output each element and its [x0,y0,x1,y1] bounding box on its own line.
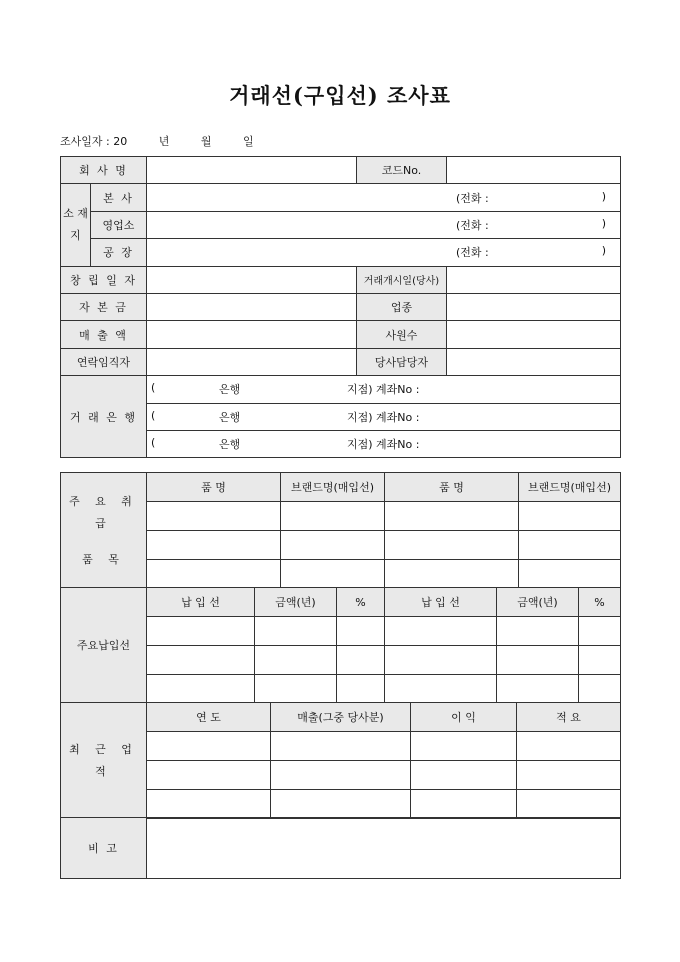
cell[interactable] [147,790,271,819]
cell[interactable] [517,790,621,819]
cell[interactable] [255,646,337,675]
percent-header: % [337,588,385,617]
sales-office-field[interactable]: (전화 : ) [147,211,621,238]
employees-field[interactable] [447,321,621,348]
founded-date-field[interactable] [147,266,357,293]
code-label: 코드No. [357,157,447,184]
cell[interactable] [519,560,621,589]
cell[interactable] [385,531,519,560]
contact-exec-label: 연락임직자 [61,348,147,375]
amount-header: 금액(년) [497,588,579,617]
bank-row[interactable]: ( 은행 지점) 계좌No : [147,430,621,457]
cell[interactable] [147,732,271,761]
suppliers-table [60,587,621,704]
sales-office-label: 영업소 [91,211,147,238]
cell[interactable] [255,617,337,646]
cell[interactable] [337,646,385,675]
head-office-label: 본 사 [91,184,147,211]
industry-label: 업종 [357,293,447,320]
performance-table [60,702,621,819]
cell[interactable] [281,502,385,531]
trade-start-label: 거래개시일(당사) [357,266,447,293]
products-label: 주 요 취 급 품 목 [61,473,147,589]
factory-label: 공 장 [91,239,147,266]
remarks-label: 비 고 [61,818,147,879]
note-header: 적 요 [517,703,621,732]
survey-date-month: 월 [200,135,212,148]
industry-field[interactable] [447,293,621,320]
bank-label: 거 래 은 행 [61,376,147,458]
cell[interactable] [519,531,621,560]
cell[interactable] [411,732,517,761]
cell[interactable] [147,502,281,531]
cell[interactable] [385,675,497,704]
factory-field[interactable]: (전화 : ) [147,239,621,266]
survey-date-label: 조사일자 : 20 [60,135,128,148]
cell[interactable] [385,646,497,675]
year-header: 연 도 [147,703,271,732]
page-title: 거래선(구입선) 조사표 [229,83,451,108]
cell[interactable] [147,675,255,704]
cell[interactable] [271,761,411,790]
cell[interactable] [337,617,385,646]
supplier-header: 납 입 선 [147,588,255,617]
cell[interactable] [385,617,497,646]
revenue-label: 매 출 액 [61,321,147,348]
code-field[interactable] [447,157,621,184]
trade-start-field[interactable] [447,266,621,293]
bank-row[interactable]: ( 은행 지점) 계좌No : [147,376,621,403]
cell[interactable] [497,675,579,704]
company-info-table [60,156,621,458]
employees-label: 사원수 [357,321,447,348]
capital-field[interactable] [147,293,357,320]
cell[interactable] [497,617,579,646]
cell[interactable] [519,502,621,531]
survey-date-day: 일 [242,135,254,148]
revenue-field[interactable] [147,321,357,348]
amount-header: 금액(년) [255,588,337,617]
bank-row[interactable]: ( 은행 지점) 계좌No : [147,403,621,430]
our-manager-field[interactable] [447,348,621,375]
survey-date-year: 년 [158,135,170,148]
cell[interactable] [385,502,519,531]
capital-label: 자 본 금 [61,293,147,320]
cell[interactable] [411,761,517,790]
brand-header: 브랜드명(매입선) [281,473,385,502]
cell[interactable] [517,732,621,761]
cell[interactable] [255,675,337,704]
cell[interactable] [517,761,621,790]
cell[interactable] [147,761,271,790]
cell[interactable] [271,732,411,761]
cell[interactable] [271,790,411,819]
head-office-field[interactable]: (전화 : ) [147,184,621,211]
company-name-label: 회 사 명 [61,157,147,184]
cell[interactable] [579,675,621,704]
cell[interactable] [337,675,385,704]
cell[interactable] [385,560,519,589]
remarks-field[interactable] [147,818,621,879]
cell[interactable] [497,646,579,675]
cell[interactable] [147,531,281,560]
cell[interactable] [147,617,255,646]
brand-header: 브랜드명(매입선) [519,473,621,502]
profit-header: 이 익 [411,703,517,732]
cell[interactable] [281,560,385,589]
supplier-header: 납 입 선 [385,588,497,617]
suppliers-label: 주요납입선 [61,588,147,704]
cell[interactable] [579,617,621,646]
cell[interactable] [147,646,255,675]
product-name-header: 품 명 [147,473,281,502]
percent-header: % [579,588,621,617]
our-manager-label: 당사담당자 [357,348,447,375]
cell[interactable] [411,790,517,819]
products-table [60,472,621,589]
performance-label: 최 근 업 적 [61,703,147,819]
product-name-header: 품 명 [385,473,519,502]
cell[interactable] [579,646,621,675]
cell[interactable] [281,531,385,560]
contact-exec-field[interactable] [147,348,357,375]
location-label: 소 재 지 [61,184,91,266]
founded-date-label: 창 립 일 자 [61,266,147,293]
cell[interactable] [147,560,281,589]
remarks-table [60,817,621,879]
survey-date [60,133,254,149]
company-name-field[interactable] [147,157,357,184]
sales-header: 매출(그중 당사분) [271,703,411,732]
